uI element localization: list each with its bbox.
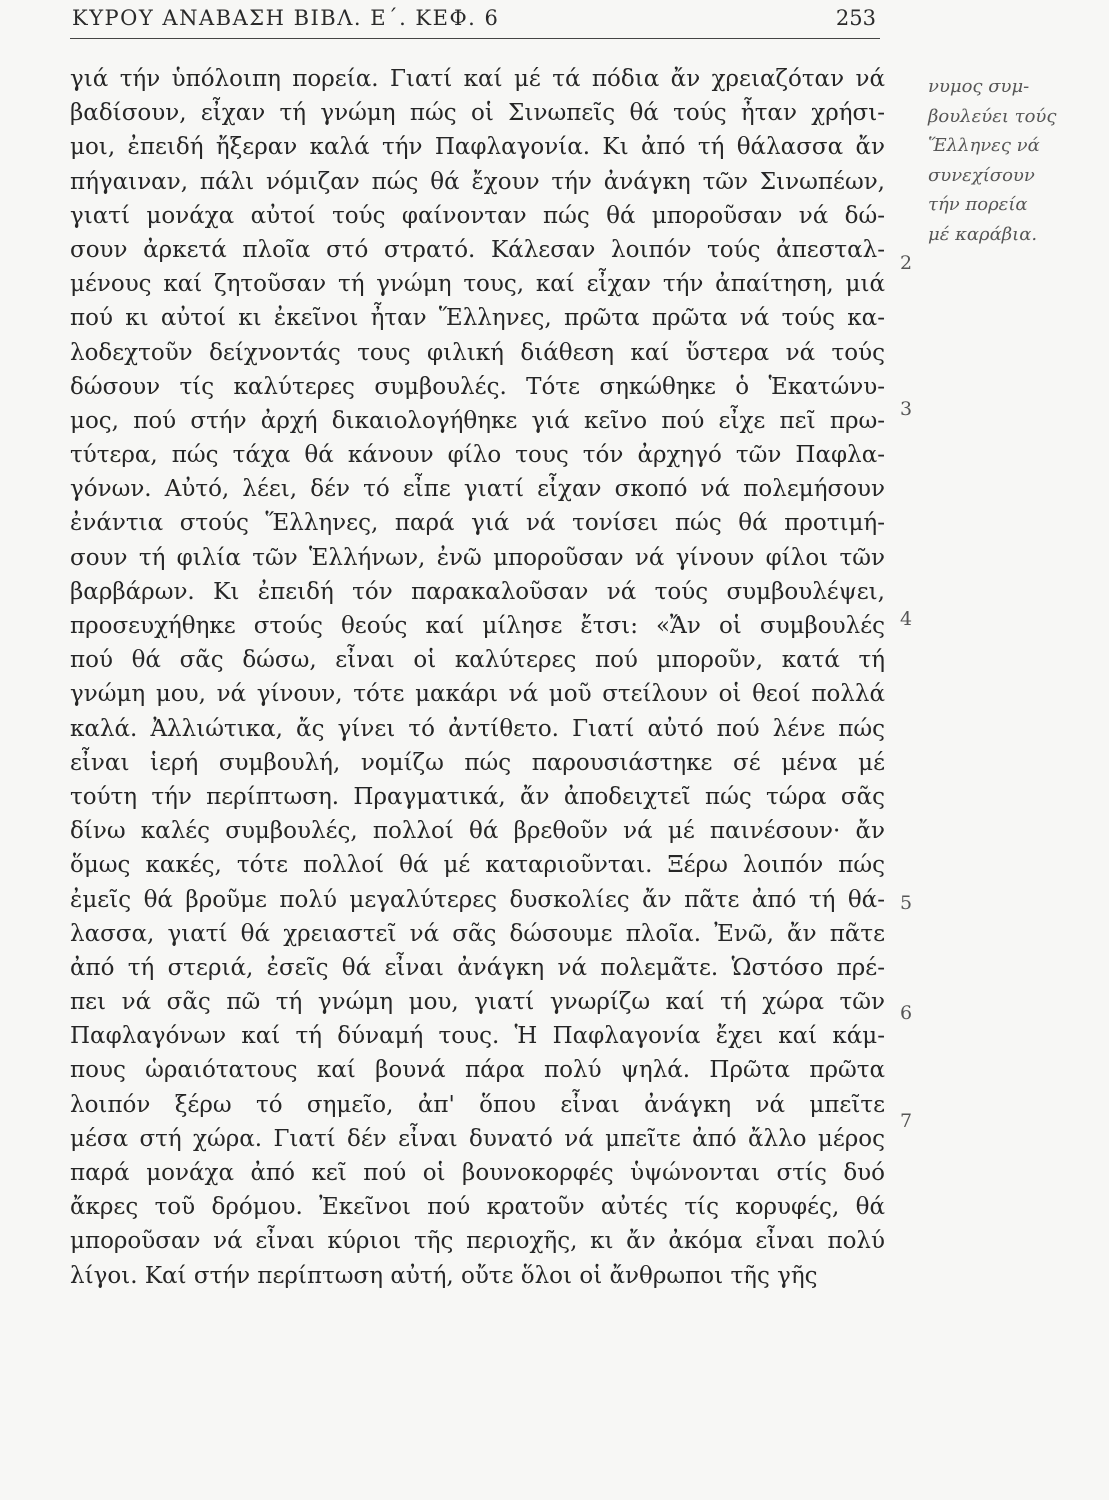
text-line: τούτη τήν περίπτωση. Πραγματικά, ἄν ἀποδειχτεῖ πώς τώρα σᾶς: [70, 783, 885, 810]
text-line: γιά τήν ὑπόλοιπη πορεία. Γιατί καί μέ τά πόδια ἄν χρειαζόταν νά: [70, 66, 885, 92]
text-line: καλά. Ἀλλιώτικα, ἄς γίνει τό ἀντίθετο. Γιατί αὐτό πού λένε πώς: [70, 715, 885, 742]
margin-note-line: μέ καράβια.: [928, 223, 1038, 245]
running-header: [70, 2, 880, 39]
text-line: προσευχήθηκε στούς θεούς καί μίλησε ἔτσι: «Ἄν οἱ συμβουλές: [70, 613, 885, 639]
margin-note-line: νυμος συμ-: [928, 76, 1030, 97]
text-line: λοιπόν ξέρω τό σημεῖο, ἀπ' ὅπου εἶναι ἀνάγκη νά μπεῖτε: [70, 1091, 885, 1118]
text-line: ἐνάντια στούς Ἕλληνες, παρά γιά νά τονίσει πώς θά προτιμή-: [70, 510, 885, 537]
text-line: τύτερα, πώς τάχα θά κάνουν φίλο τους τόν ἀρχηγό τῶν Παφλα-: [70, 442, 885, 469]
text-line: ἄκρες τοῦ δρόμου. Ἐκεῖνοι πού κρατοῦν αὐτές τίς κορυφές, θά: [70, 1194, 885, 1221]
margin-note-line: συνεχίσουν: [928, 164, 1035, 186]
text-line: σουν τή φιλία τῶν Ἑλλήνων, ἐνῶ μποροῦσαν νά γίνουν φίλοι τῶν: [70, 544, 885, 571]
text-line: μοι, ἐπειδή ἤξεραν καλά τήν Παφλαγονία. Κι ἀπό τή θάλασσα ἄν: [70, 134, 885, 161]
text-line: δίνω καλές συμβουλές, πολλοί θά βρεθοῦν νά μέ παινέσουν· ἄν: [70, 818, 885, 845]
margin-note: [928, 72, 1103, 249]
section-number: 7: [900, 1110, 913, 1132]
text-line: λασσα, γιατί θά χρειαστεῖ νά σᾶς δώσουμε πλοῖα. Ἐνῶ, ἄν πᾶτε: [70, 920, 885, 947]
section-number: 3: [900, 398, 913, 420]
section-number: 4: [900, 608, 913, 630]
text-line: παρά μονάχα ἀπό κεῖ πού οἱ βουνοκορφές ὑψώνονται στίς δυό: [70, 1160, 885, 1186]
text-line: πού κι αὐτοί κι ἐκεῖνοι ἦταν Ἕλληνες, πρῶτα πρῶτα νά τούς κα-: [70, 305, 885, 332]
text-line: δώσουν τίς καλύτερες συμβουλές. Τότε σηκώθηκε ὁ Ἑκατώνυ-: [70, 373, 885, 400]
margin-note-line: τήν πορεία: [928, 194, 1028, 215]
main-text-block: [70, 62, 885, 1293]
text-line: μποροῦσαν νά εἶναι κύριοι τῆς περιοχῆς, κι ἄν ἀκόμα εἶναι πολύ: [70, 1228, 885, 1255]
text-line: πους ὡραιότατους καί βουνά πάρα πολύ ψηλά. Πρῶτα πρῶτα: [70, 1057, 885, 1084]
page-number: 253: [835, 6, 876, 30]
running-head-title: ΚΥΡΟΥ ΑΝΑΒΑΣΗ ΒΙΒΛ. Ε΄. ΚΕΦ. 6: [72, 6, 500, 30]
text-line: πει νά σᾶς πῶ τή γνώμη μου, γιατί γνωρίζω καί τή χώρα τῶν: [70, 989, 885, 1016]
text-line: πήγαιναν, πάλι νόμιζαν πώς θά ἔχουν τήν ἀνάγκη τῶν Σινωπέων,: [70, 168, 885, 195]
text-line: μέσα στή χώρα. Γιατί δέν εἶναι δυνατό νά μπεῖτε ἀπό ἄλλο μέρος: [70, 1125, 885, 1152]
text-line: γνώμη μου, νά γίνουν, τότε μακάρι νά μοῦ στείλουν οἱ θεοί πολλά: [70, 681, 885, 708]
text-line: ἐμεῖς θά βροῦμε πολύ μεγαλύτερες δυσκολίες ἄν πᾶτε ἀπό τή θά-: [70, 886, 885, 913]
text-line: γόνων. Αὐτό, λέει, δέν τό εἶπε γιατί εἶχαν σκοπό νά πολεμήσουν: [70, 476, 885, 503]
section-number: 5: [900, 892, 913, 914]
text-line: λίγοι. Καί στήν περίπτωση αὐτή, οὔτε ὅλοι οἱ ἄνθρωποι τῆς γῆς: [70, 1262, 818, 1289]
text-line: βαδίσουν, εἶχαν τή γνώμη πώς οἱ Σινωπεῖς θά τούς ἦταν χρήσι-: [70, 100, 885, 127]
text-line: σουν ἀρκετά πλοῖα στό στρατό. Κάλεσαν λοιπόν τούς ἀπεσταλ-: [70, 236, 885, 263]
text-line: λοδεχτοῦν δείχνοντάς τους φιλική διάθεση καί ὕστερα νά τούς: [70, 339, 885, 366]
text-line: μένους καί ζητοῦσαν τή γνώμη τους, καί εἶχαν τήν ἀπαίτηση, μιά: [70, 271, 885, 298]
text-line: εἶναι ἱερή συμβουλή, νομίζω πώς παρουσιάστηκε σέ μένα μέ: [70, 749, 885, 776]
text-line: πού θά σᾶς δώσω, εἶναι οἱ καλύτερες πού μποροῦν, κατά τή: [70, 647, 885, 674]
text-line: γιατί μονάχα αὐτοί τούς φαίνονταν πώς θά μποροῦσαν νά δώ-: [70, 202, 885, 229]
section-number: 6: [900, 1002, 913, 1024]
text-line: Παφλαγόνων καί τή δύναμή τους. Ἡ Παφλαγονία ἔχει καί κάμ-: [70, 1023, 885, 1050]
margin-note-line: βουλεύει τούς: [928, 105, 1057, 127]
text-line: ὅμως κακές, τότε πολλοί θά μέ καταριοῦνται. Ξέρω λοιπόν πώς: [70, 852, 885, 879]
text-line: ἀπό τή στεριά, ἐσεῖς θά εἶναι ἀνάγκη νά πολεμᾶτε. Ὡστόσο πρέ-: [70, 954, 885, 981]
text-line: βαρβάρων. Κι ἐπειδή τόν παρακαλοῦσαν νά τούς συμβουλέψει,: [70, 578, 885, 605]
text-line: μος, πού στήν ἀρχή δικαιολογήθηκε γιά κεῖνο πού εἶχε πεῖ πρω-: [70, 407, 885, 434]
margin-note-line: Ἕλληνες νά: [928, 135, 1040, 156]
section-number: 2: [900, 252, 913, 274]
